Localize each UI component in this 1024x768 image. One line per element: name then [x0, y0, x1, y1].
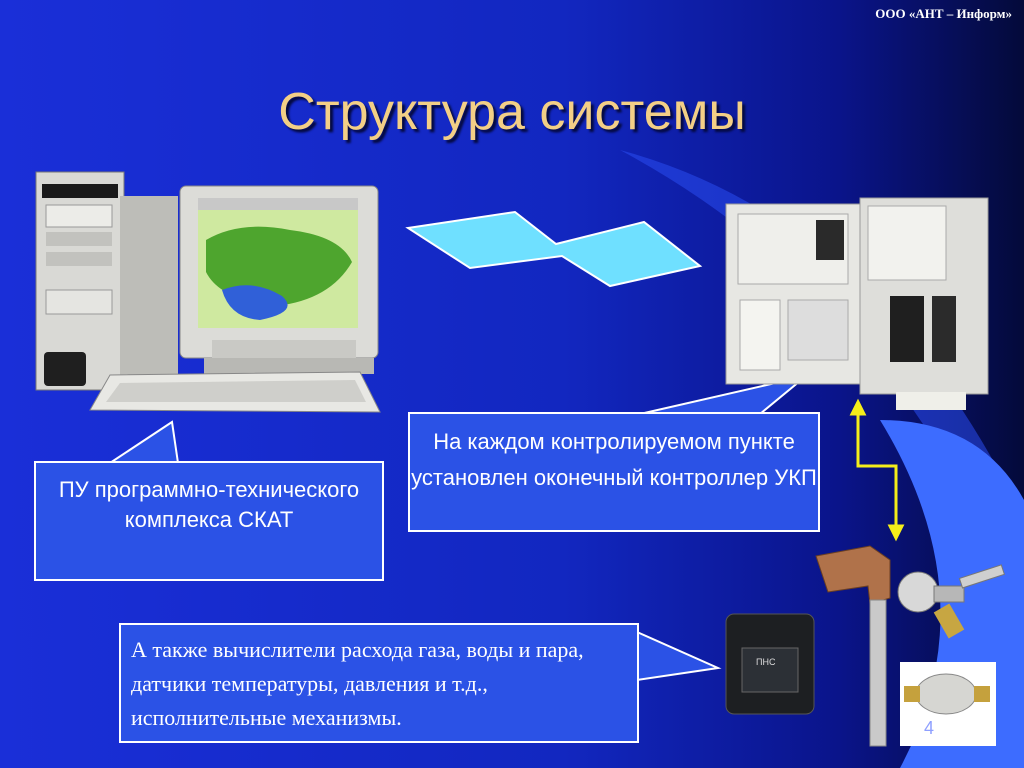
lightning-icon: [408, 212, 700, 286]
callout-pu: ПУ программно-технического комплекса СКАТ: [34, 461, 384, 581]
computer-workstation-image: [36, 172, 380, 412]
temperature-sensor-image: [816, 546, 890, 746]
company-name: ООО «АНТ – Информ»: [875, 6, 1012, 21]
callout-sensors-tail: [637, 632, 718, 680]
slide-title: Структура системы: [278, 83, 746, 141]
controller-cabinet-image: [726, 198, 988, 410]
callout-sensors: А также вычислители расхода газа, воды и пара, датчики температуры, давления и т.д., исполнительные механизмы.: [119, 623, 639, 743]
svg-text:ПНС: ПНС: [756, 657, 776, 667]
page-number: 4: [924, 718, 935, 738]
flow-computer-image: [726, 614, 814, 714]
callout-ukp: На каждом контролируемом пункте установлен оконечный контроллер УКП: [408, 412, 820, 532]
flow-meter-image: [900, 662, 996, 746]
callout-pu-tail: [110, 422, 178, 463]
